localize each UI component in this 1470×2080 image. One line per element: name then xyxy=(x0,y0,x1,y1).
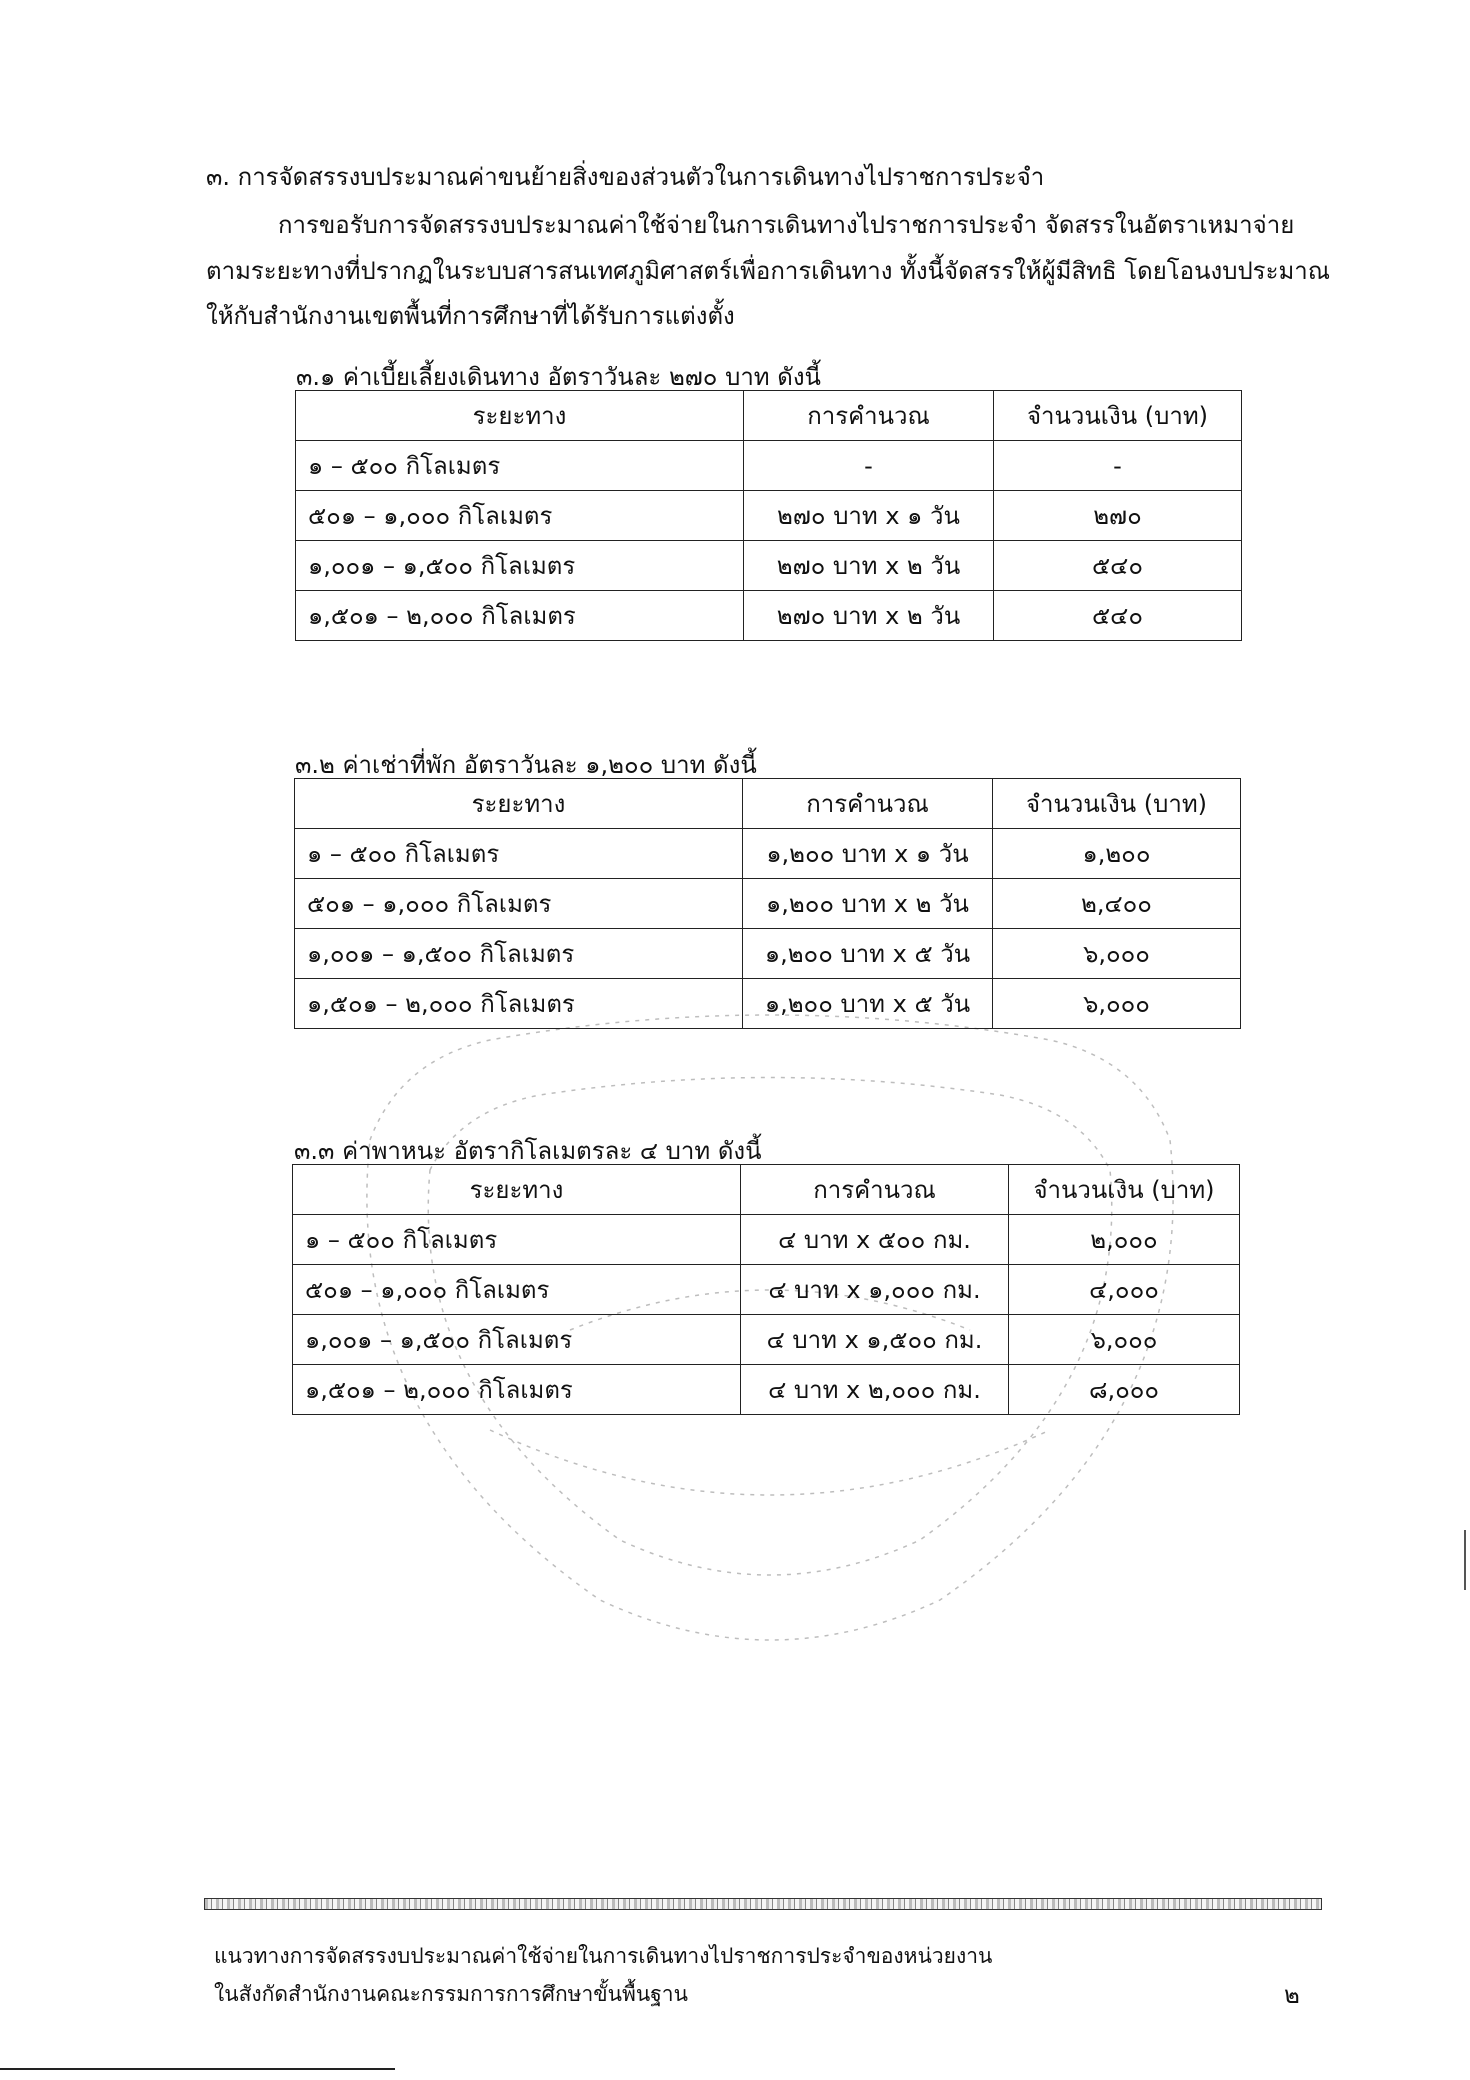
column-header: การคำนวณ xyxy=(741,1165,1009,1215)
amount-cell: ๕๔๐ xyxy=(994,541,1242,591)
table-row xyxy=(295,979,1241,1029)
distance-cell: ๕๐๑ – ๑,๐๐๐ กิโลเมตร xyxy=(295,879,743,929)
distance-cell: ๑ – ๕๐๐ กิโลเมตร xyxy=(295,829,743,879)
subsection-title: ๓.๓ ค่าพาหนะ อัตรากิโลเมตรละ ๔ บาท ดังนี้ xyxy=(294,1137,762,1165)
amount-cell: ๘,๐๐๐ xyxy=(1009,1365,1240,1415)
distance-cell: ๑,๐๐๑ – ๑,๕๐๐ กิโลเมตร xyxy=(296,541,744,591)
amount-cell: ๖,๐๐๐ xyxy=(1009,1315,1240,1365)
table-row xyxy=(296,541,1242,591)
calc-cell: ๔ บาท x ๕๐๐ กม. xyxy=(741,1215,1009,1265)
calc-cell: ๑,๒๐๐ บาท x ๕ วัน xyxy=(743,979,993,1029)
calc-cell: ๒๗๐ บาท x ๒ วัน xyxy=(744,541,994,591)
column-header: ระยะทาง xyxy=(296,391,744,441)
table-row xyxy=(293,1215,1240,1265)
rate-table xyxy=(292,1164,1240,1415)
calc-cell: ๔ บาท x ๒,๐๐๐ กม. xyxy=(741,1365,1009,1415)
distance-cell: ๑,๐๐๑ – ๑,๕๐๐ กิโลเมตร xyxy=(293,1315,741,1365)
paragraph-line: ตามระยะทางที่ปรากฏในระบบสารสนเทศภูมิศาสตร์เพื่อการเดินทาง ทั้งนี้จัดสรรให้ผู้มีสิทธิ โดยโอนงบประมาณ xyxy=(206,257,1331,285)
amount-cell: ๕๔๐ xyxy=(994,591,1242,641)
calc-cell: ๒๗๐ บาท x ๒ วัน xyxy=(744,591,994,641)
paragraph-line: ให้กับสำนักงานเขตพื้นที่การศึกษาที่ได้รับการแต่งตั้ง xyxy=(206,302,735,330)
scan-edge-mark xyxy=(0,2068,395,2070)
table-header-row xyxy=(296,391,1242,441)
section-heading: ๓. การจัดสรรงบประมาณค่าขนย้ายสิ่งของส่วนตัวในการเดินทางไปราชการประจำ xyxy=(206,163,1045,191)
column-header: การคำนวณ xyxy=(744,391,994,441)
distance-cell: ๑,๕๐๑ – ๒,๐๐๐ กิโลเมตร xyxy=(295,979,743,1029)
table-row xyxy=(293,1315,1240,1365)
column-header: จำนวนเงิน (บาท) xyxy=(994,391,1242,441)
calc-cell: ๔ บาท x ๑,๕๐๐ กม. xyxy=(741,1315,1009,1365)
table-row xyxy=(293,1365,1240,1415)
table-header-row xyxy=(295,779,1241,829)
paragraph-line: การขอรับการจัดสรรงบประมาณค่าใช้จ่ายในการเดินทางไปราชการประจำ จัดสรรในอัตราเหมาจ่าย xyxy=(278,211,1295,239)
distance-cell: ๑ – ๕๐๐ กิโลเมตร xyxy=(296,441,744,491)
distance-cell: ๕๐๑ – ๑,๐๐๐ กิโลเมตร xyxy=(296,491,744,541)
scan-edge-mark xyxy=(1464,1530,1466,1590)
rate-table xyxy=(294,778,1241,1029)
column-header: ระยะทาง xyxy=(293,1165,741,1215)
distance-cell: ๑,๕๐๑ – ๒,๐๐๐ กิโลเมตร xyxy=(296,591,744,641)
calc-cell: ๑,๒๐๐ บาท x ๒ วัน xyxy=(743,879,993,929)
table-row xyxy=(296,591,1242,641)
table-row xyxy=(293,1265,1240,1315)
amount-cell: ๒,๐๐๐ xyxy=(1009,1215,1240,1265)
page-number: ๒ xyxy=(1284,1981,1300,2009)
table-header-row xyxy=(293,1165,1240,1215)
column-header: การคำนวณ xyxy=(743,779,993,829)
amount-cell: ๒๗๐ xyxy=(994,491,1242,541)
calc-cell: ๔ บาท x ๑,๐๐๐ กม. xyxy=(741,1265,1009,1315)
column-header: ระยะทาง xyxy=(295,779,743,829)
table-row xyxy=(295,829,1241,879)
distance-cell: ๑,๐๐๑ – ๑,๕๐๐ กิโลเมตร xyxy=(295,929,743,979)
distance-cell: ๑ – ๕๐๐ กิโลเมตร xyxy=(293,1215,741,1265)
table-row xyxy=(296,491,1242,541)
table-row xyxy=(295,929,1241,979)
footer-text: ในสังกัดสำนักงานคณะกรรมการการศึกษาขั้นพื้นฐาน xyxy=(214,1982,688,2006)
table-row xyxy=(295,879,1241,929)
amount-cell: ๖,๐๐๐ xyxy=(993,929,1241,979)
amount-cell: ๒,๔๐๐ xyxy=(993,879,1241,929)
amount-cell: ๖,๐๐๐ xyxy=(993,979,1241,1029)
calc-cell: ๑,๒๐๐ บาท x ๕ วัน xyxy=(743,929,993,979)
calc-cell: - xyxy=(744,441,994,491)
amount-cell: ๑,๒๐๐ xyxy=(993,829,1241,879)
column-header: จำนวนเงิน (บาท) xyxy=(1009,1165,1240,1215)
table-row xyxy=(296,441,1242,491)
calc-cell: ๑,๒๐๐ บาท x ๑ วัน xyxy=(743,829,993,879)
distance-cell: ๑,๕๐๑ – ๒,๐๐๐ กิโลเมตร xyxy=(293,1365,741,1415)
column-header: จำนวนเงิน (บาท) xyxy=(993,779,1241,829)
footer-text: แนวทางการจัดสรรงบประมาณค่าใช้จ่ายในการเดินทางไปราชการประจำของหน่วยงาน xyxy=(214,1944,993,1968)
amount-cell: ๔,๐๐๐ xyxy=(1009,1265,1240,1315)
subsection-title: ๓.๑ ค่าเบี้ยเลี้ยงเดินทาง อัตราวันละ ๒๗๐ บาท ดังนี้ xyxy=(296,363,821,391)
footer-divider xyxy=(204,1898,1322,1910)
distance-cell: ๕๐๑ – ๑,๐๐๐ กิโลเมตร xyxy=(293,1265,741,1315)
amount-cell: - xyxy=(994,441,1242,491)
subsection-title: ๓.๒ ค่าเช่าที่พัก อัตราวันละ ๑,๒๐๐ บาท ดังนี้ xyxy=(295,751,757,779)
calc-cell: ๒๗๐ บาท x ๑ วัน xyxy=(744,491,994,541)
rate-table xyxy=(295,390,1242,641)
